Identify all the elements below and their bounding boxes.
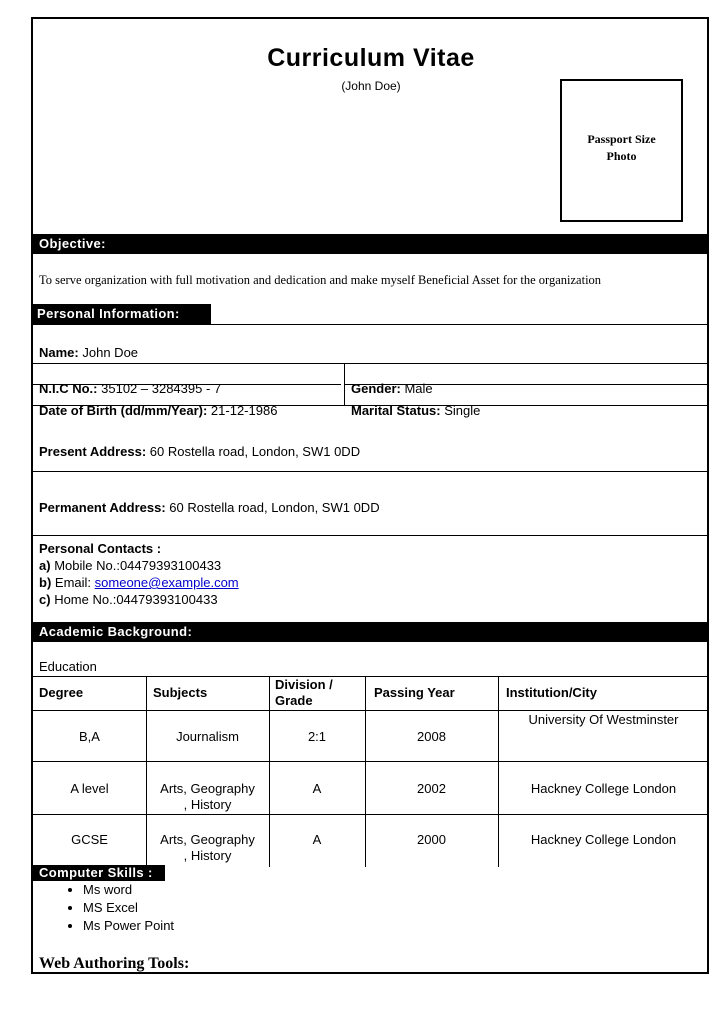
personal-info-heading-band: [33, 304, 211, 324]
home-prefix: c): [39, 592, 51, 607]
column-header-subjects: Subjects: [153, 685, 208, 700]
academic-heading: Academic Background:: [39, 624, 193, 639]
email-link[interactable]: someone@example.com: [94, 575, 239, 590]
column-header-degree: Degree: [39, 685, 84, 700]
table-cell-subjects: [146, 832, 269, 864]
divider: [33, 363, 707, 364]
dob-label: Date of Birth (dd/mm/Year):: [39, 403, 208, 418]
table-cell-subjects: Journalism: [176, 729, 239, 744]
table-cell-institution: University Of Westminster: [528, 712, 679, 727]
table-cell-institution: Hackney College London: [530, 832, 677, 847]
passport-photo-box: [560, 79, 683, 222]
email-row: [39, 574, 239, 591]
table-cell-year: 2000: [417, 832, 446, 847]
home-value: 04479393100433: [116, 592, 218, 607]
present-address-label: Present Address:: [39, 444, 147, 459]
marital-value: Single: [444, 403, 481, 418]
gender-label: Gender:: [351, 381, 401, 396]
dob-value: 21-12-1986: [210, 403, 278, 418]
table-cell-grade: 2:1: [307, 729, 327, 744]
home-label: Home No.:: [54, 592, 117, 607]
list-item: • MS Excel: [83, 899, 174, 917]
list-item: • Ms Power Point: [83, 917, 174, 935]
present-address-field: [39, 444, 360, 459]
name-value: John Doe: [82, 345, 139, 360]
candidate-name-subtitle: (John Doe): [341, 79, 401, 93]
home-row: [39, 591, 239, 608]
divider: [33, 471, 707, 472]
cv-document: [31, 17, 709, 974]
name-label: Name:: [39, 345, 79, 360]
contacts-heading: Personal Contacts :: [39, 541, 162, 556]
divider: [33, 710, 707, 711]
education-label: Education: [39, 659, 97, 674]
nic-value: 35102 – 3284395 - 7: [101, 381, 222, 396]
photo-placeholder-line1: Passport Size: [587, 132, 656, 146]
computer-skills-heading: Computer Skills :: [39, 865, 153, 880]
divider: [33, 384, 341, 385]
divider: [33, 535, 707, 536]
divider: [344, 384, 707, 385]
table-cell-subjects: [146, 781, 269, 813]
personal-info-heading: Personal Information:: [37, 306, 180, 321]
subjects-line1: Arts, Geography: [160, 832, 255, 847]
objective-heading-band: [33, 234, 709, 254]
objective-heading: Objective:: [39, 236, 106, 251]
permanent-address-value: 60 Rostella road, London, SW1 0DD: [169, 500, 380, 515]
academic-heading-band: [33, 622, 709, 642]
name-row: [39, 345, 138, 360]
computer-skills-heading-band: [33, 865, 165, 881]
column-header-institution: Institution/City: [506, 685, 597, 700]
page-title: Curriculum Vitae: [267, 44, 475, 72]
email-prefix: b): [39, 575, 52, 590]
divider: [33, 676, 707, 677]
table-cell-grade: A: [312, 781, 322, 796]
web-authoring-tools-heading: Web Authoring Tools:: [39, 955, 190, 972]
photo-placeholder-text: [562, 131, 681, 165]
mobile-prefix: a): [39, 558, 51, 573]
mobile-label: Mobile No.:: [54, 558, 120, 573]
gender-value: Male: [404, 381, 433, 396]
subjects-line1: Arts, Geography: [160, 781, 255, 796]
email-label: Email:: [54, 575, 92, 590]
divider: [33, 814, 707, 815]
divider: [33, 324, 707, 325]
mobile-value: 04479393100433: [119, 558, 222, 573]
divider: [33, 761, 707, 762]
column-header-year: Passing Year: [374, 685, 455, 700]
mobile-row: [39, 557, 239, 574]
table-cell-year: 2008: [417, 729, 446, 744]
table-cell-year: 2002: [417, 781, 446, 796]
nic-label: N.I.C No.:: [39, 381, 98, 396]
table-cell-institution: Hackney College London: [530, 781, 677, 796]
divider: [33, 405, 707, 406]
subjects-line2: , History: [183, 848, 232, 863]
present-address-value: 60 Rostella road, London, SW1 0DD: [149, 444, 361, 459]
table-cell-degree: A level: [70, 781, 109, 796]
table-cell-degree: B,A: [79, 729, 100, 744]
list-item: • Ms word: [83, 881, 174, 899]
subjects-line2: , History: [183, 797, 232, 812]
permanent-address-label: Permanent Address:: [39, 500, 166, 515]
personal-contacts: [39, 540, 239, 608]
computer-skills-list: [33, 881, 174, 935]
table-cell-degree: GCSE: [71, 832, 108, 847]
objective-text: To serve organization with full motivation and dedication and make myself Beneficial Asset for the organization: [39, 273, 602, 287]
permanent-address-field: [39, 500, 380, 515]
table-cell-grade: A: [312, 832, 322, 847]
column-header-grade: Division / Grade: [275, 677, 333, 708]
photo-placeholder-line2: Photo: [606, 149, 637, 163]
marital-label: Marital Status:: [351, 403, 441, 418]
